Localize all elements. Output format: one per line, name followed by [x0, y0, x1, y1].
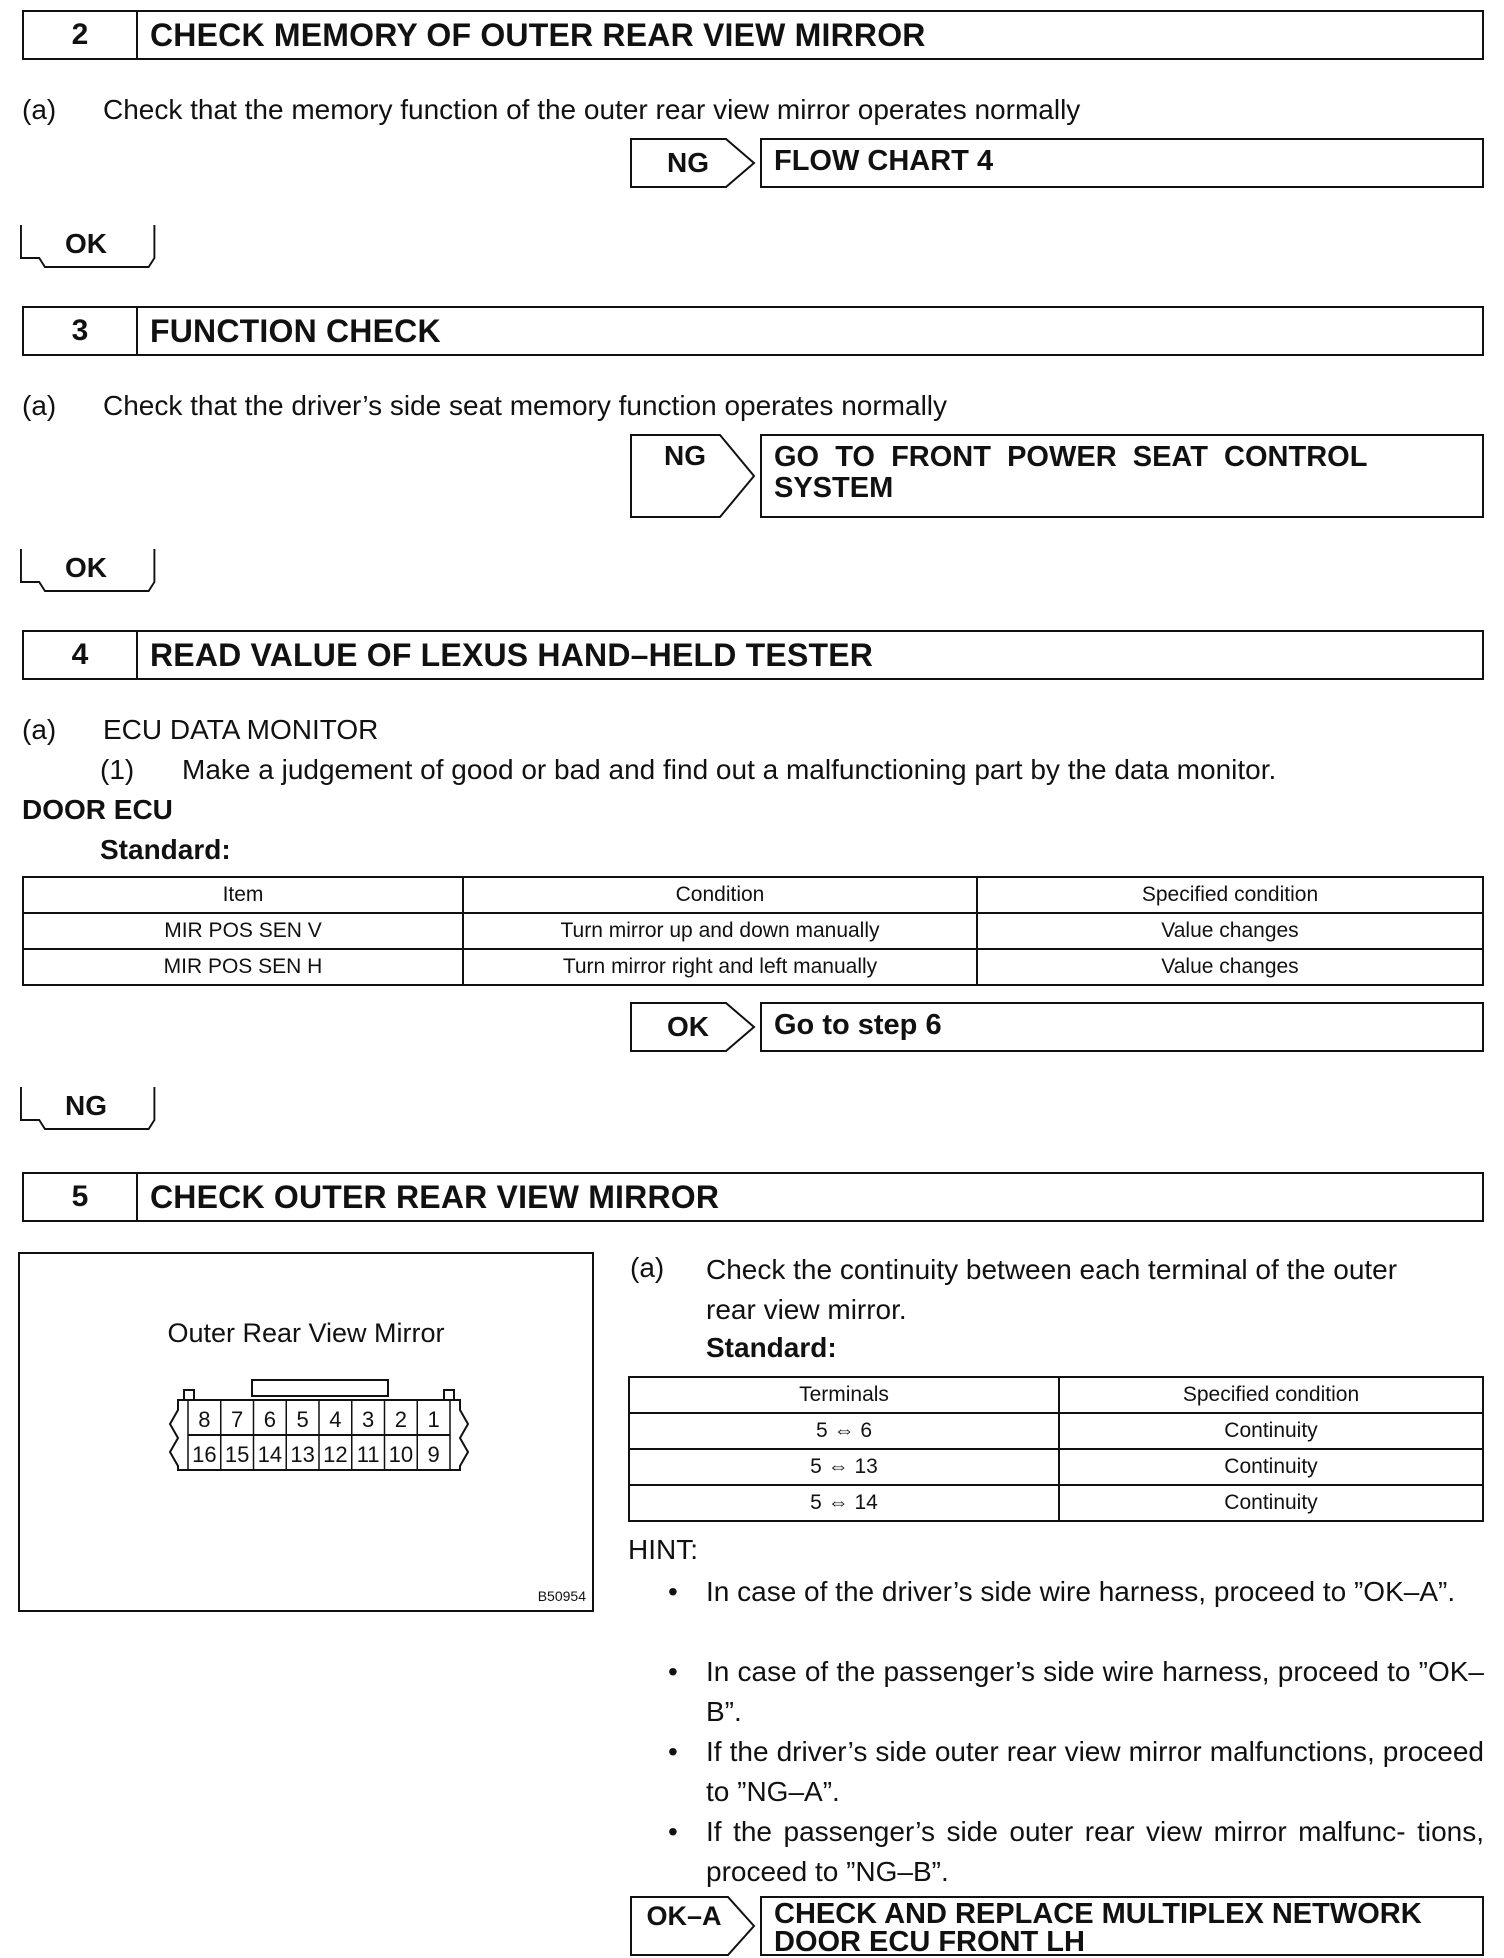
table-header-row — [629, 1377, 1483, 1413]
terminal-label: 5 — [296, 1407, 309, 1432]
table-header: Item — [23, 877, 463, 913]
instruction-text: Check that the driver’s side seat memory function operates normally — [103, 390, 948, 421]
item-marker: (a) — [22, 714, 57, 745]
step-title: FUNCTION CHECK — [150, 312, 441, 349]
connector-figure — [18, 1252, 594, 1612]
hint-bullet — [668, 1812, 1484, 1892]
connector-top-row — [188, 1402, 450, 1437]
ok-arrow-tag[interactable] — [630, 1002, 758, 1052]
terminal-label: 9 — [427, 1442, 440, 1467]
table-cell: Continuity — [1059, 1485, 1483, 1521]
step-header-4 — [22, 630, 1484, 680]
ok-tab[interactable] — [20, 548, 160, 592]
step-header-3 — [22, 306, 1484, 356]
oka-result-line2: DOOR ECU FRONT LH — [774, 1926, 1085, 1958]
step-title: READ VALUE OF LEXUS HAND–HELD TESTER — [150, 636, 874, 673]
ok-result-box — [760, 1002, 1484, 1052]
item-marker: (a) — [630, 1252, 665, 1283]
ng-arrow-tag[interactable] — [630, 434, 758, 518]
terminal-label: 4 — [329, 1407, 342, 1432]
ng-result-line2: SYSTEM — [774, 472, 894, 504]
table-cell: Value changes — [977, 949, 1483, 985]
step-title: CHECK OUTER REAR VIEW MIRROR — [150, 1178, 720, 1215]
table-cell: Continuity — [1059, 1413, 1483, 1449]
terminal-label: 3 — [362, 1407, 375, 1432]
ok-label: OK — [65, 552, 107, 583]
hint-text: If the passenger’s side outer rear view mirror malfunc- tions, proceed to ”NG–B”. — [706, 1816, 1484, 1887]
table-cell: Continuity — [1059, 1449, 1483, 1485]
step-number: 4 — [24, 632, 138, 678]
step-number: 5 — [24, 1174, 138, 1220]
step-header-2 — [22, 10, 1484, 60]
instruction-line: rear view mirror. — [706, 1294, 907, 1325]
ng-result-line1: GO TO FRONT POWER SEAT CONTROL — [774, 441, 1368, 473]
figure-title: Outer Rear View Mirror — [167, 1318, 445, 1348]
terminal-label: 1 — [427, 1407, 440, 1432]
instruction-text — [706, 1250, 1484, 1330]
ng-label: NG — [667, 147, 709, 178]
table-cell: MIR POS SEN V — [23, 913, 463, 949]
table-header: Terminals — [629, 1377, 1059, 1413]
ng-result-box — [760, 434, 1484, 518]
item-marker: (a) — [22, 390, 57, 421]
item-marker: (a) — [22, 94, 57, 125]
table-header: Specified condition — [977, 877, 1483, 913]
terminal-label: 15 — [224, 1442, 250, 1467]
terminal-label: 8 — [198, 1407, 211, 1432]
terminal-label: 13 — [290, 1442, 315, 1467]
ok-label: OK — [667, 1011, 709, 1042]
bullet-icon: • — [668, 1576, 678, 1607]
hint-text: If the driver’s side outer rear view mirror malfunctions, proceed to ”NG–A”. — [706, 1736, 1484, 1807]
table-cell: 5 ⇔ 13 — [629, 1449, 1059, 1485]
table-row — [629, 1413, 1483, 1449]
hint-text: In case of the passenger’s side wire harness, proceed to ”OK–B”. — [706, 1656, 1484, 1727]
table-row — [23, 949, 1483, 985]
instruction-text: ECU DATA MONITOR — [103, 714, 379, 745]
step-number: 2 — [24, 12, 138, 58]
terminal-label: 11 — [356, 1442, 380, 1467]
table-cell: 5 ⇔ 14 — [629, 1485, 1059, 1521]
bullet-icon: • — [668, 1656, 678, 1687]
bullet-icon: • — [668, 1816, 678, 1847]
ng-label: NG — [664, 440, 706, 471]
terminal-label: 10 — [388, 1442, 414, 1467]
step-header-5 — [22, 1172, 1484, 1222]
connector-bottom-row — [188, 1437, 450, 1472]
table-cell: 5 ⇔ 6 — [629, 1413, 1059, 1449]
ng-result-box — [760, 138, 1484, 188]
hint-bullet — [668, 1652, 1484, 1732]
ok-tab[interactable] — [20, 224, 160, 268]
ok-label: OK — [65, 228, 107, 259]
instruction-text: Check that the memory function of the outer rear view mirror operates normally — [103, 94, 1081, 125]
table-cell: Turn mirror right and left manually — [463, 949, 977, 985]
table-cell: Turn mirror up and down manually — [463, 913, 977, 949]
table-header: Specified condition — [1059, 1377, 1483, 1413]
oka-arrow-tag[interactable] — [630, 1896, 758, 1956]
step-number: 3 — [24, 308, 138, 354]
table-row — [629, 1449, 1483, 1485]
standard-label: Standard: — [706, 1332, 837, 1363]
ng-tab[interactable] — [20, 1086, 160, 1130]
table-header-row — [23, 877, 1483, 913]
hint-text: In case of the driver’s side wire harness, proceed to ”OK–A”. — [706, 1576, 1456, 1607]
table-row — [629, 1485, 1483, 1521]
bullet-icon: • — [668, 1736, 678, 1767]
oka-result-box — [760, 1896, 1484, 1956]
ng-result-text: FLOW CHART 4 — [774, 145, 994, 177]
table-cell: MIR POS SEN H — [23, 949, 463, 985]
oka-label: OK–A — [646, 1900, 722, 1931]
terminal-label: 7 — [231, 1407, 244, 1432]
terminal-label: 14 — [257, 1442, 283, 1467]
standard-label: Standard: — [100, 834, 231, 865]
step-title: CHECK MEMORY OF OUTER REAR VIEW MIRROR — [150, 16, 926, 53]
hint-bullet — [668, 1732, 1484, 1812]
sub-item-marker: (1) — [100, 754, 135, 785]
figure-code: B50954 — [537, 1588, 586, 1604]
ng-label: NG — [65, 1090, 107, 1121]
ng-arrow-tag[interactable] — [630, 138, 758, 188]
data-monitor-table — [22, 876, 1484, 986]
hint-label: HINT: — [628, 1534, 698, 1565]
terminal-label: 6 — [263, 1407, 276, 1432]
table-cell: Value changes — [977, 913, 1483, 949]
terminal-label: 16 — [192, 1442, 217, 1467]
oka-result-line1: CHECK AND REPLACE MULTIPLEX NETWORK — [774, 1898, 1422, 1930]
hint-bullet — [668, 1572, 1484, 1612]
continuity-table — [628, 1376, 1484, 1522]
table-header: Condition — [463, 877, 977, 913]
terminal-label: 2 — [394, 1407, 407, 1432]
ok-result-text: Go to step 6 — [774, 1009, 942, 1041]
terminal-label: 12 — [323, 1442, 348, 1467]
section-label: DOOR ECU — [22, 794, 173, 825]
instruction-text: Make a judgement of good or bad and find out a malfunctioning part by the data monitor. — [182, 754, 1277, 785]
instruction-line: Check the continuity between each terminal of the outer — [706, 1254, 1398, 1285]
table-row — [23, 913, 1483, 949]
